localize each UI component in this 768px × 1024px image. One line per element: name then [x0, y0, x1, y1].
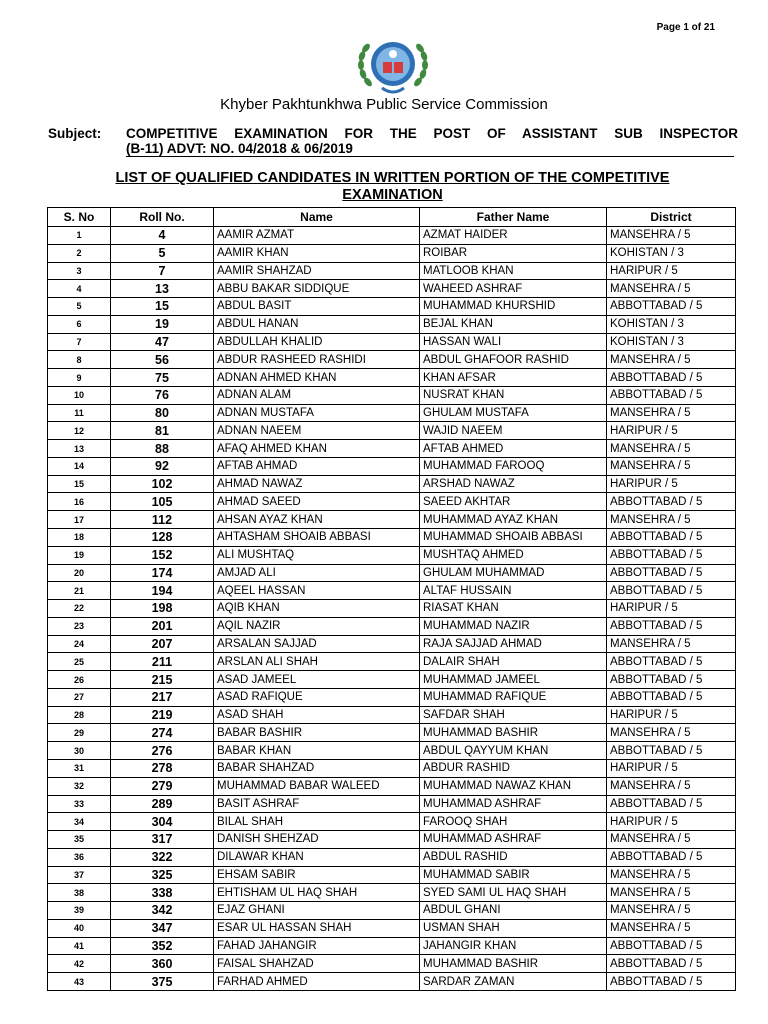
cell-roll-no: 317: [111, 831, 214, 849]
table-row: [48, 706, 736, 724]
cell-sno: 21: [48, 582, 111, 600]
table-row: [48, 795, 736, 813]
table-row: [48, 759, 736, 777]
cell-sno: 38: [48, 884, 111, 902]
cell-district: MANSEHRA / 5: [607, 831, 736, 849]
cell-name: FAHAD JAHANGIR: [214, 937, 420, 955]
cell-name: AAMIR KHAN: [214, 244, 420, 262]
cell-district: HARIPUR / 5: [607, 475, 736, 493]
cell-name: DILAWAR KHAN: [214, 848, 420, 866]
cell-sno: 31: [48, 759, 111, 777]
cell-district: KOHISTAN / 3: [607, 244, 736, 262]
cell-name: BASIT ASHRAF: [214, 795, 420, 813]
cell-roll-no: 88: [111, 440, 214, 458]
cell-name: BABAR BASHIR: [214, 724, 420, 742]
cell-name: ADNAN MUSTAFA: [214, 404, 420, 422]
cell-district: ABBOTTABAD / 5: [607, 369, 736, 387]
cell-roll-no: 211: [111, 653, 214, 671]
cell-district: MANSEHRA / 5: [607, 919, 736, 937]
cell-father-name: GHULAM MUHAMMAD: [420, 564, 607, 582]
cell-name: AHMAD NAWAZ: [214, 475, 420, 493]
cell-name: ABDUL BASIT: [214, 298, 420, 316]
cell-name: ADNAN AHMED KHAN: [214, 369, 420, 387]
subject-underline: [126, 156, 734, 157]
cell-roll-no: 128: [111, 529, 214, 547]
cell-roll-no: 76: [111, 386, 214, 404]
cell-father-name: MUSHTAQ AHMED: [420, 546, 607, 564]
header-father-name: Father Name: [420, 208, 607, 227]
list-title: [40, 170, 745, 204]
cell-father-name: MUHAMMAD FAROOQ: [420, 457, 607, 475]
table-row: [48, 475, 736, 493]
cell-name: ARSLAN ALI SHAH: [214, 653, 420, 671]
cell-roll-no: 5: [111, 244, 214, 262]
cell-father-name: WAHEED ASHRAF: [420, 280, 607, 298]
cell-name: ABDUL HANAN: [214, 315, 420, 333]
header-roll-no: Roll No.: [111, 208, 214, 227]
table-row: [48, 884, 736, 902]
cell-father-name: RAJA SAJJAD AHMAD: [420, 635, 607, 653]
cell-roll-no: 274: [111, 724, 214, 742]
table-row: [48, 937, 736, 955]
table-header-row: [48, 208, 736, 227]
table-row: [48, 351, 736, 369]
cell-father-name: NUSRAT KHAN: [420, 386, 607, 404]
cell-district: MANSEHRA / 5: [607, 404, 736, 422]
cell-roll-no: 217: [111, 688, 214, 706]
cell-father-name: DALAIR SHAH: [420, 653, 607, 671]
cell-sno: 36: [48, 848, 111, 866]
cell-sno: 8: [48, 351, 111, 369]
cell-father-name: MUHAMMAD BASHIR: [420, 955, 607, 973]
cell-roll-no: 304: [111, 813, 214, 831]
cell-district: ABBOTTABAD / 5: [607, 742, 736, 760]
cell-father-name: AZMAT HAIDER: [420, 227, 607, 245]
cell-father-name: ROIBAR: [420, 244, 607, 262]
cell-roll-no: 47: [111, 333, 214, 351]
table-row: [48, 227, 736, 245]
cell-roll-no: 174: [111, 564, 214, 582]
cell-sno: 37: [48, 866, 111, 884]
cell-district: MANSEHRA / 5: [607, 457, 736, 475]
cell-name: DANISH SHEHZAD: [214, 831, 420, 849]
cell-father-name: MUHAMMAD AYAZ KHAN: [420, 511, 607, 529]
cell-roll-no: 325: [111, 866, 214, 884]
header-sno: S. No: [48, 208, 111, 227]
cell-sno: 6: [48, 315, 111, 333]
cell-roll-no: 276: [111, 742, 214, 760]
table-row: [48, 777, 736, 795]
cell-father-name: SAFDAR SHAH: [420, 706, 607, 724]
cell-roll-no: 13: [111, 280, 214, 298]
cell-father-name: SARDAR ZAMAN: [420, 973, 607, 991]
cell-sno: 13: [48, 440, 111, 458]
cell-roll-no: 219: [111, 706, 214, 724]
cell-name: ABDUR RASHEED RASHIDI: [214, 351, 420, 369]
cell-district: HARIPUR / 5: [607, 600, 736, 618]
header-district: District: [607, 208, 736, 227]
cell-sno: 25: [48, 653, 111, 671]
cell-name: AQIB KHAN: [214, 600, 420, 618]
cell-district: MANSEHRA / 5: [607, 777, 736, 795]
cell-district: MANSEHRA / 5: [607, 227, 736, 245]
table-row: [48, 742, 736, 760]
table-row: [48, 848, 736, 866]
cell-roll-no: 360: [111, 955, 214, 973]
table-row: [48, 315, 736, 333]
cell-sno: 28: [48, 706, 111, 724]
cell-roll-no: 4: [111, 227, 214, 245]
cell-sno: 34: [48, 813, 111, 831]
cell-name: BABAR SHAHZAD: [214, 759, 420, 777]
cell-district: ABBOTTABAD / 5: [607, 582, 736, 600]
cell-district: MANSEHRA / 5: [607, 866, 736, 884]
table-row: [48, 635, 736, 653]
cell-name: ASAD SHAH: [214, 706, 420, 724]
cell-name: AFAQ AHMED KHAN: [214, 440, 420, 458]
cell-district: HARIPUR / 5: [607, 422, 736, 440]
cell-roll-no: 375: [111, 973, 214, 991]
cell-name: AMJAD ALI: [214, 564, 420, 582]
cell-district: KOHISTAN / 3: [607, 315, 736, 333]
page-number: Page 1 of 21: [656, 22, 715, 33]
cell-roll-no: 207: [111, 635, 214, 653]
cell-name: AFTAB AHMAD: [214, 457, 420, 475]
cell-sno: 12: [48, 422, 111, 440]
list-title-line-1: LIST OF QUALIFIED CANDIDATES IN WRITTEN PORTION OF THE COMPETITIVE: [115, 170, 670, 186]
cell-sno: 23: [48, 617, 111, 635]
cell-district: ABBOTTABAD / 5: [607, 386, 736, 404]
table-row: [48, 386, 736, 404]
cell-father-name: ABDUL GHAFOOR RASHID: [420, 351, 607, 369]
cell-name: ABDULLAH KHALID: [214, 333, 420, 351]
cell-name: ASAD RAFIQUE: [214, 688, 420, 706]
cell-name: AAMIR SHAHZAD: [214, 262, 420, 280]
cell-roll-no: 80: [111, 404, 214, 422]
table-row: [48, 546, 736, 564]
table-row: [48, 511, 736, 529]
cell-roll-no: 289: [111, 795, 214, 813]
cell-father-name: RIASAT KHAN: [420, 600, 607, 618]
cell-district: HARIPUR / 5: [607, 813, 736, 831]
cell-name: ADNAN NAEEM: [214, 422, 420, 440]
subject-label: Subject:: [48, 126, 102, 141]
cell-roll-no: 352: [111, 937, 214, 955]
cell-sno: 17: [48, 511, 111, 529]
cell-district: ABBOTTABAD / 5: [607, 955, 736, 973]
cell-sno: 1: [48, 227, 111, 245]
cell-name: AQIL NAZIR: [214, 617, 420, 635]
cell-father-name: SAEED AKHTAR: [420, 493, 607, 511]
cell-district: ABBOTTABAD / 5: [607, 671, 736, 689]
table-row: [48, 582, 736, 600]
subject-line-1: COMPETITIVE EXAMINATION FOR THE POST OF ASSISTANT SUB INSPECTOR: [126, 126, 738, 141]
cell-name: AHSAN AYAZ KHAN: [214, 511, 420, 529]
cell-name: EJAZ GHANI: [214, 902, 420, 920]
cell-sno: 30: [48, 742, 111, 760]
cell-father-name: MUHAMMAD RAFIQUE: [420, 688, 607, 706]
subject-line-2: (B-11) ADVT: NO. 04/2018 & 06/2019: [126, 141, 353, 156]
cell-father-name: MUHAMMAD SABIR: [420, 866, 607, 884]
cell-sno: 14: [48, 457, 111, 475]
cell-name: BABAR KHAN: [214, 742, 420, 760]
table-row: [48, 422, 736, 440]
table-row: [48, 617, 736, 635]
cell-father-name: ALTAF HUSSAIN: [420, 582, 607, 600]
cell-roll-no: 322: [111, 848, 214, 866]
cell-district: ABBOTTABAD / 5: [607, 298, 736, 316]
cell-district: ABBOTTABAD / 5: [607, 795, 736, 813]
table-body: [48, 227, 736, 991]
cell-roll-no: 102: [111, 475, 214, 493]
cell-father-name: MUHAMMAD BASHIR: [420, 724, 607, 742]
cell-roll-no: 338: [111, 884, 214, 902]
cell-roll-no: 75: [111, 369, 214, 387]
table-row: [48, 493, 736, 511]
cell-sno: 32: [48, 777, 111, 795]
table-row: [48, 600, 736, 618]
cell-district: MANSEHRA / 5: [607, 724, 736, 742]
cell-district: ABBOTTABAD / 5: [607, 688, 736, 706]
table-row: [48, 724, 736, 742]
cell-district: ABBOTTABAD / 5: [607, 564, 736, 582]
cell-father-name: MUHAMMAD NAWAZ KHAN: [420, 777, 607, 795]
cell-sno: 10: [48, 386, 111, 404]
table-row: [48, 919, 736, 937]
kppsc-emblem-icon: [350, 34, 436, 98]
table-row: [48, 902, 736, 920]
cell-sno: 16: [48, 493, 111, 511]
cell-roll-no: 278: [111, 759, 214, 777]
cell-sno: 9: [48, 369, 111, 387]
cell-sno: 20: [48, 564, 111, 582]
cell-roll-no: 152: [111, 546, 214, 564]
cell-name: AAMIR AZMAT: [214, 227, 420, 245]
cell-name: ESAR UL HASSAN SHAH: [214, 919, 420, 937]
cell-district: MANSEHRA / 5: [607, 884, 736, 902]
cell-father-name: KHAN AFSAR: [420, 369, 607, 387]
cell-sno: 5: [48, 298, 111, 316]
cell-father-name: ABDUL QAYYUM KHAN: [420, 742, 607, 760]
cell-father-name: FAROOQ SHAH: [420, 813, 607, 831]
cell-roll-no: 105: [111, 493, 214, 511]
candidates-table: [47, 207, 736, 991]
cell-sno: 35: [48, 831, 111, 849]
table-row: [48, 440, 736, 458]
cell-father-name: HASSAN WALI: [420, 333, 607, 351]
table-row: [48, 369, 736, 387]
cell-father-name: BEJAL KHAN: [420, 315, 607, 333]
cell-roll-no: 279: [111, 777, 214, 795]
cell-district: MANSEHRA / 5: [607, 511, 736, 529]
cell-sno: 2: [48, 244, 111, 262]
cell-sno: 3: [48, 262, 111, 280]
cell-roll-no: 347: [111, 919, 214, 937]
cell-district: ABBOTTABAD / 5: [607, 617, 736, 635]
table-row: [48, 831, 736, 849]
cell-father-name: JAHANGIR KHAN: [420, 937, 607, 955]
cell-roll-no: 201: [111, 617, 214, 635]
cell-sno: 41: [48, 937, 111, 955]
cell-father-name: ABDUL GHANI: [420, 902, 607, 920]
cell-district: HARIPUR / 5: [607, 759, 736, 777]
cell-name: ARSALAN SAJJAD: [214, 635, 420, 653]
cell-sno: 29: [48, 724, 111, 742]
cell-district: ABBOTTABAD / 5: [607, 653, 736, 671]
cell-name: ALI MUSHTAQ: [214, 546, 420, 564]
cell-father-name: AFTAB AHMED: [420, 440, 607, 458]
cell-roll-no: 56: [111, 351, 214, 369]
cell-sno: 33: [48, 795, 111, 813]
cell-roll-no: 342: [111, 902, 214, 920]
table-row: [48, 262, 736, 280]
cell-district: MANSEHRA / 5: [607, 280, 736, 298]
organization-name: Khyber Pakhtunkhwa Public Service Commission: [220, 96, 548, 113]
cell-district: ABBOTTABAD / 5: [607, 937, 736, 955]
cell-name: BILAL SHAH: [214, 813, 420, 831]
cell-district: ABBOTTABAD / 5: [607, 973, 736, 991]
cell-sno: 15: [48, 475, 111, 493]
cell-father-name: WAJID NAEEM: [420, 422, 607, 440]
cell-father-name: MUHAMMAD ASHRAF: [420, 795, 607, 813]
cell-father-name: MATLOOB KHAN: [420, 262, 607, 280]
cell-sno: 18: [48, 529, 111, 547]
cell-district: MANSEHRA / 5: [607, 351, 736, 369]
cell-father-name: MUHAMMAD SHOAIB ABBASI: [420, 529, 607, 547]
table-row: [48, 280, 736, 298]
cell-roll-no: 112: [111, 511, 214, 529]
cell-sno: 11: [48, 404, 111, 422]
cell-father-name: ABDUL RASHID: [420, 848, 607, 866]
cell-name: AHMAD SAEED: [214, 493, 420, 511]
cell-district: MANSEHRA / 5: [607, 902, 736, 920]
cell-district: ABBOTTABAD / 5: [607, 848, 736, 866]
cell-sno: 42: [48, 955, 111, 973]
cell-name: AHTASHAM SHOAIB ABBASI: [214, 529, 420, 547]
cell-name: AQEEL HASSAN: [214, 582, 420, 600]
table-row: [48, 866, 736, 884]
cell-father-name: GHULAM MUSTAFA: [420, 404, 607, 422]
table-row: [48, 333, 736, 351]
cell-father-name: MUHAMMAD ASHRAF: [420, 831, 607, 849]
cell-name: EHTISHAM UL HAQ SHAH: [214, 884, 420, 902]
cell-roll-no: 198: [111, 600, 214, 618]
cell-district: HARIPUR / 5: [607, 706, 736, 724]
table-row: [48, 564, 736, 582]
cell-district: MANSEHRA / 5: [607, 440, 736, 458]
cell-father-name: SYED SAMI UL HAQ SHAH: [420, 884, 607, 902]
table-row: [48, 529, 736, 547]
cell-sno: 40: [48, 919, 111, 937]
cell-father-name: MUHAMMAD JAMEEL: [420, 671, 607, 689]
table-row: [48, 298, 736, 316]
cell-sno: 27: [48, 688, 111, 706]
cell-father-name: ARSHAD NAWAZ: [420, 475, 607, 493]
cell-name: MUHAMMAD BABAR WALEED: [214, 777, 420, 795]
cell-name: ABBU BAKAR SIDDIQUE: [214, 280, 420, 298]
list-title-line-2: EXAMINATION: [342, 187, 443, 203]
cell-name: ASAD JAMEEL: [214, 671, 420, 689]
table-row: [48, 688, 736, 706]
cell-district: ABBOTTABAD / 5: [607, 529, 736, 547]
cell-father-name: MUHAMMAD KHURSHID: [420, 298, 607, 316]
table-row: [48, 813, 736, 831]
table-row: [48, 955, 736, 973]
cell-sno: 26: [48, 671, 111, 689]
table-row: [48, 653, 736, 671]
cell-district: KOHISTAN / 3: [607, 333, 736, 351]
cell-sno: 24: [48, 635, 111, 653]
cell-sno: 39: [48, 902, 111, 920]
cell-sno: 4: [48, 280, 111, 298]
cell-sno: 19: [48, 546, 111, 564]
table-row: [48, 973, 736, 991]
cell-name: FARHAD AHMED: [214, 973, 420, 991]
cell-district: ABBOTTABAD / 5: [607, 493, 736, 511]
cell-district: ABBOTTABAD / 5: [607, 546, 736, 564]
cell-roll-no: 19: [111, 315, 214, 333]
cell-father-name: MUHAMMAD NAZIR: [420, 617, 607, 635]
cell-sno: 22: [48, 600, 111, 618]
cell-name: EHSAM SABIR: [214, 866, 420, 884]
cell-sno: 7: [48, 333, 111, 351]
cell-roll-no: 194: [111, 582, 214, 600]
cell-roll-no: 92: [111, 457, 214, 475]
table-row: [48, 404, 736, 422]
table-row: [48, 244, 736, 262]
cell-district: MANSEHRA / 5: [607, 635, 736, 653]
cell-roll-no: 81: [111, 422, 214, 440]
cell-father-name: ABDUR RASHID: [420, 759, 607, 777]
table-row: [48, 671, 736, 689]
cell-roll-no: 215: [111, 671, 214, 689]
cell-name: FAISAL SHAHZAD: [214, 955, 420, 973]
cell-district: HARIPUR / 5: [607, 262, 736, 280]
cell-roll-no: 15: [111, 298, 214, 316]
cell-name: ADNAN ALAM: [214, 386, 420, 404]
cell-roll-no: 7: [111, 262, 214, 280]
cell-sno: 43: [48, 973, 111, 991]
table-row: [48, 457, 736, 475]
cell-father-name: USMAN SHAH: [420, 919, 607, 937]
header-name: Name: [214, 208, 420, 227]
